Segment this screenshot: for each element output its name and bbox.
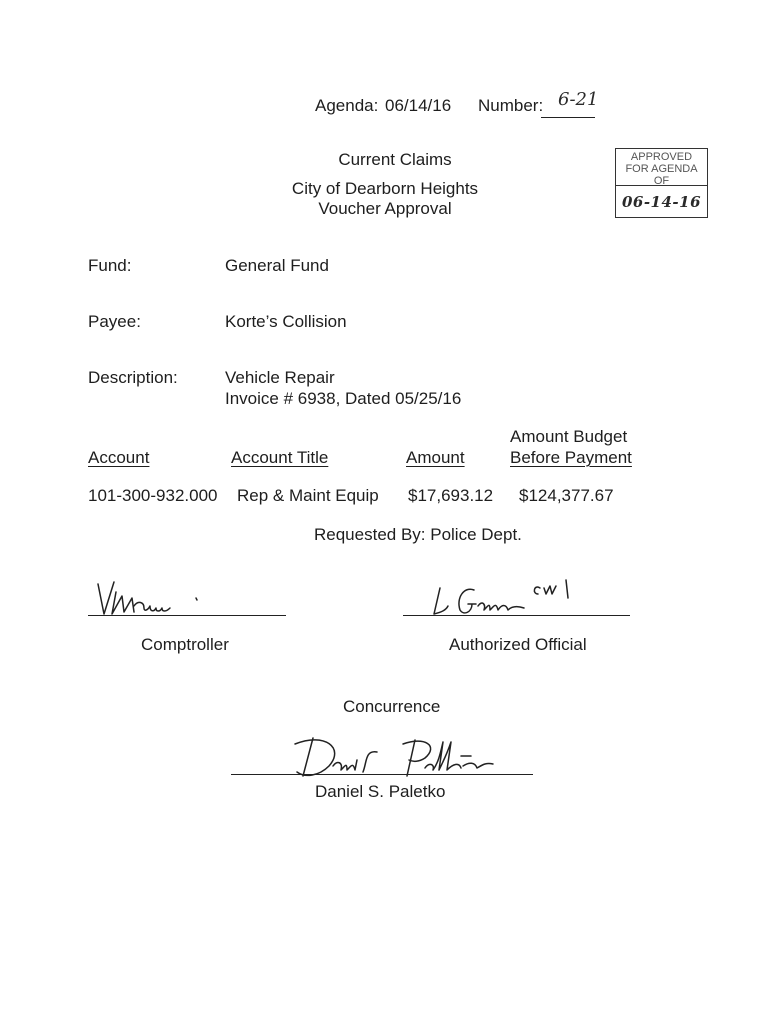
description-label: Description:: [88, 368, 178, 387]
row-account-title: Rep & Maint Equip: [237, 486, 379, 505]
header-before-payment: Before Payment: [510, 448, 632, 467]
authorized-official-label: Authorized Official: [449, 635, 587, 654]
concurrence-label: Concurrence: [343, 697, 441, 716]
concurrence-name: Daniel S. Paletko: [315, 782, 446, 801]
description-line-1: Vehicle Repair: [225, 368, 335, 387]
header-account: Account: [88, 448, 150, 467]
payee-value: Korte’s Collision: [225, 312, 347, 331]
fund-label: Fund:: [88, 256, 132, 275]
stamp-divider: [616, 185, 707, 186]
number-value: 6-21: [558, 89, 599, 110]
requested-by: Requested By: Police Dept.: [314, 525, 522, 544]
comptroller-label: Comptroller: [141, 635, 229, 654]
agenda-label: Agenda:: [315, 96, 379, 115]
title-current-claims: Current Claims: [338, 150, 452, 169]
stamp-header: APPROVED FOR AGENDA OF: [625, 151, 698, 187]
fund-value: General Fund: [225, 256, 329, 275]
title-city: City of Dearborn Heights: [291, 179, 479, 198]
row-account: 101-300-932.000: [88, 486, 218, 505]
payee-label: Payee:: [88, 312, 141, 331]
number-underline: [541, 117, 595, 118]
row-amount: $17,693.12: [408, 486, 494, 505]
row-budget: $124,377.67: [519, 486, 614, 505]
header-amount-budget: Amount Budget: [510, 427, 628, 446]
comptroller-signature-line: [88, 615, 286, 616]
title-voucher-approval: Voucher Approval: [318, 199, 452, 218]
concurrence-signature-line: [231, 774, 533, 775]
comptroller-signature: [92, 578, 212, 618]
header-account-title: Account Title: [231, 448, 329, 467]
number-label: Number:: [478, 96, 544, 115]
stamp-date: 06-14-16: [621, 193, 702, 211]
authorized-official-signature: [428, 576, 578, 620]
header-amount: Amount: [406, 448, 465, 467]
approval-stamp: [615, 148, 708, 218]
authorized-official-signature-line: [403, 615, 630, 616]
description-line-2: Invoice # 6938, Dated 05/25/16: [225, 389, 462, 408]
agenda-date: 06/14/16: [385, 96, 452, 115]
